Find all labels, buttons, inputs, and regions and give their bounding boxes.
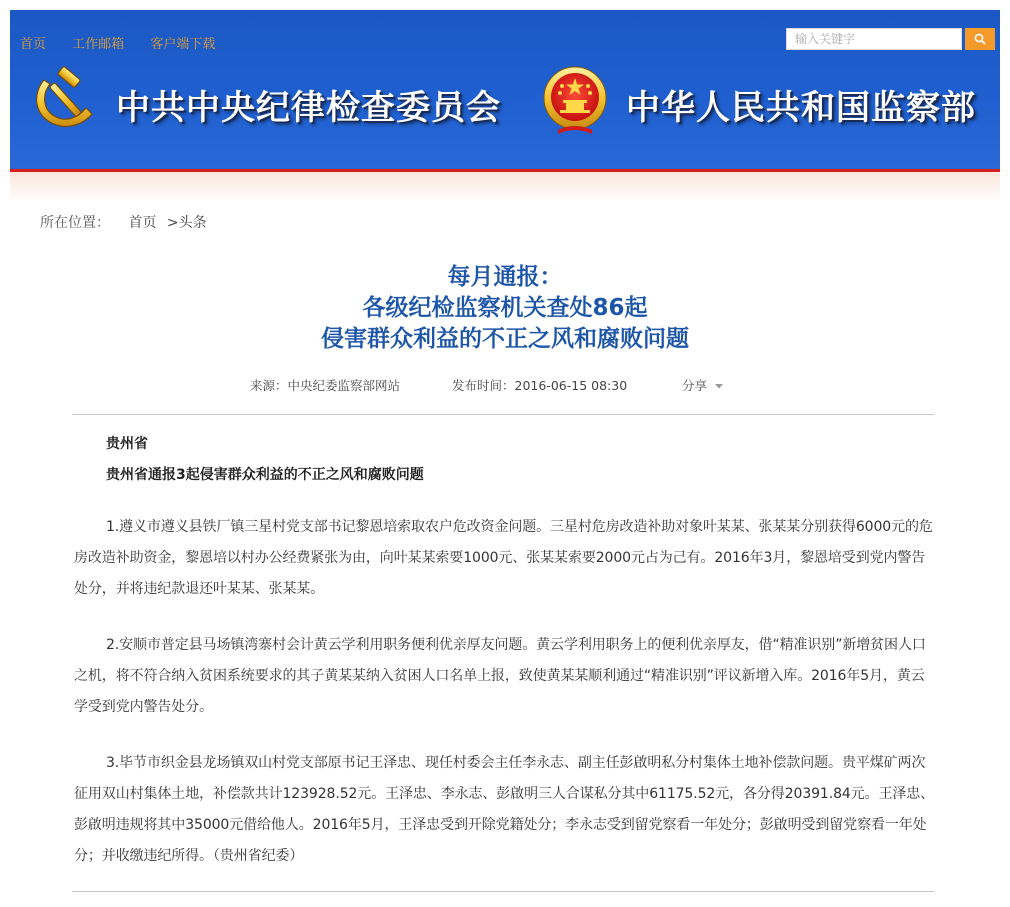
case-paragraph-3: 3.毕节市织金县龙场镇双山村党支部原书记王泽忠、现任村委会主任李永志、副主任彭啟明私分村集体土地补偿款问题。贵平煤矿两次征用双山村集体土地，补偿款共计123928.52元。王泽忠、李永志、彭啟明三人合谋私分其中61175.52元，各分得20391.84元。王泽忠、彭啟明违规将其中35000元借给他人。2016年5月，王泽忠受到开除党籍处分；李永志受到留党察看一年处分；彭啟明受到留党察看一年处分；并收缴违纪所得。（贵州省纪委） bbox=[74, 755, 935, 864]
article-title-line-1: 每月通报： bbox=[447, 264, 563, 290]
breadcrumb-current[interactable]: >头条 bbox=[166, 215, 207, 231]
national-emblem-icon bbox=[540, 64, 610, 138]
article-title bbox=[0, 262, 1010, 355]
chevron-down-icon bbox=[714, 382, 724, 390]
search-input[interactable] bbox=[786, 28, 962, 50]
nav-download-link[interactable]: 客户端下载 bbox=[150, 37, 216, 52]
breadcrumb bbox=[40, 212, 221, 232]
article-publish-time: 发布时间：2016-06-15 08:30 bbox=[452, 378, 628, 393]
case-paragraph-1: 1.遵义市遵义县铁厂镇三星村党支部书记黎恩培索取农户危改资金问题。三星村危房改造补助对象叶某某、张某某分别获得6000元的危房改造补助资金，黎恩培以村办公经费紧张为由，向叶某某索要1000元、张某某索要2000元占为己有。2016年3月，黎恩培受到党内警告处分，并将违纪款退还叶某某、张某某。 bbox=[74, 519, 933, 597]
share-button[interactable] bbox=[682, 376, 724, 394]
article-title-line-3: 侵害群众利益的不正之风和腐败问题 bbox=[321, 326, 689, 352]
province-heading: 贵州省 bbox=[106, 436, 148, 452]
breadcrumb-label: 所在位置： bbox=[40, 215, 110, 231]
case-paragraph-2: 2.安顺市普定县马场镇湾寨村会计黄云学利用职务便利优亲厚友问题。黄云学利用职务上的便利优亲厚友，借“精准识别”新增贫困人口之机，将不符合纳入贫困系统要求的其子黄某某纳入贫困人口名单上报，致使黄某某顺利通过“精准识别”评议新增入库。2016年5月，黄云学受到党内警告处分。 bbox=[74, 637, 926, 715]
share-label: 分享 bbox=[682, 378, 708, 393]
ministry-supervision-title: 中华人民共和国监察部 bbox=[626, 88, 976, 128]
article-title-line-2: 各级纪检监察机关查处86起 bbox=[362, 295, 648, 321]
section-subtitle: 贵州省通报3起侵害群众利益的不正之风和腐败问题 bbox=[106, 467, 424, 483]
nav-mail-link[interactable]: 工作邮箱 bbox=[72, 37, 125, 52]
search-button[interactable] bbox=[965, 28, 995, 50]
bottom-divider bbox=[72, 891, 934, 892]
article-source: 来源：中央纪委监察部网站 bbox=[250, 378, 401, 393]
cpc-commission-title: 中共中央纪律检查委员会 bbox=[116, 88, 501, 128]
top-divider bbox=[72, 414, 934, 415]
banner-shadow bbox=[10, 172, 1000, 202]
top-nav bbox=[20, 33, 237, 52]
breadcrumb-home-link[interactable]: 首页 bbox=[128, 215, 157, 231]
search-icon bbox=[974, 33, 986, 45]
site-header bbox=[10, 10, 1000, 172]
nav-home-link[interactable]: 首页 bbox=[20, 37, 47, 52]
party-emblem-icon bbox=[28, 62, 100, 134]
